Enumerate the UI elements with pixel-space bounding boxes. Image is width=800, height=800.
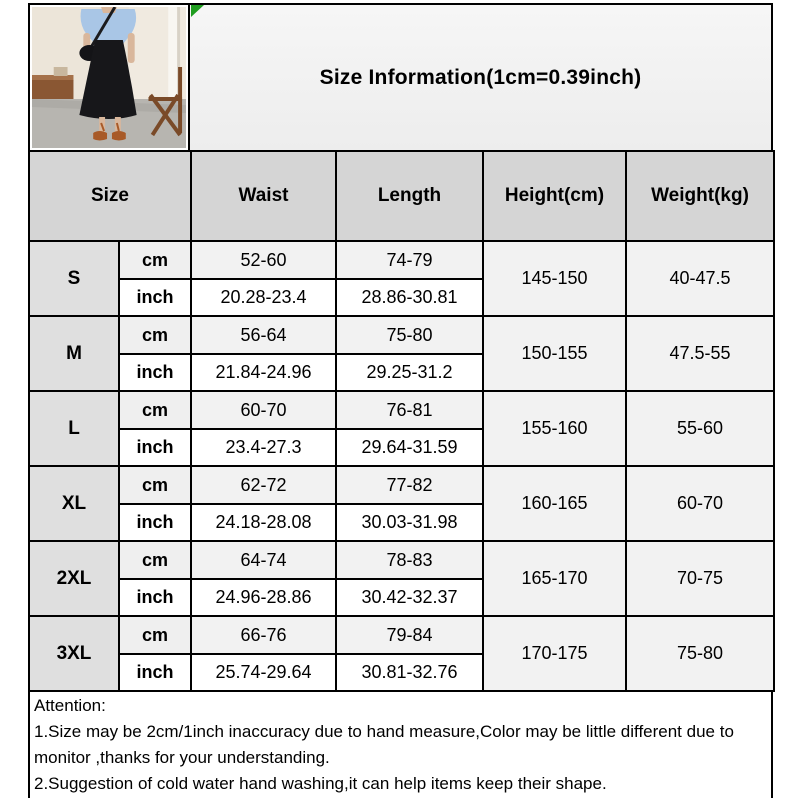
size-label: M: [29, 316, 119, 391]
table-row: [29, 541, 774, 579]
banner-title-cell: [190, 5, 771, 150]
unit-label-cm: cm: [119, 616, 191, 654]
height-value: 145-150: [483, 241, 626, 316]
col-header-weight: Weight(kg): [626, 151, 774, 241]
unit-label-inch: inch: [119, 579, 191, 616]
unit-label-inch: inch: [119, 354, 191, 391]
height-value: 150-155: [483, 316, 626, 391]
height-value: 165-170: [483, 541, 626, 616]
size-label: L: [29, 391, 119, 466]
unit-label-cm: cm: [119, 241, 191, 279]
product-photo: [30, 5, 190, 150]
col-header-size: Size: [29, 151, 191, 241]
waist-cm-value: 60-70: [191, 391, 336, 429]
product-photo-illustration: [32, 7, 186, 148]
corner-flag-icon: [191, 5, 204, 17]
length-inch-value: 29.25-31.2: [336, 354, 483, 391]
col-header-waist: Waist: [191, 151, 336, 241]
unit-label-inch: inch: [119, 654, 191, 691]
size-label: 3XL: [29, 616, 119, 691]
length-inch-value: 30.03-31.98: [336, 504, 483, 541]
unit-label-cm: cm: [119, 316, 191, 354]
length-cm-value: 74-79: [336, 241, 483, 279]
unit-label-cm: cm: [119, 466, 191, 504]
table-row: [29, 616, 774, 654]
unit-label-cm: cm: [119, 391, 191, 429]
page-title: Size Information(1cm=0.39inch): [319, 65, 642, 89]
unit-label-inch: inch: [119, 429, 191, 466]
length-inch-value: 30.42-32.37: [336, 579, 483, 616]
waist-cm-value: 56-64: [191, 316, 336, 354]
waist-cm-value: 52-60: [191, 241, 336, 279]
size-chart-sheet: [28, 3, 773, 798]
size-label: 2XL: [29, 541, 119, 616]
waist-inch-value: 25.74-29.64: [191, 654, 336, 691]
unit-label-inch: inch: [119, 504, 191, 541]
weight-value: 60-70: [626, 466, 774, 541]
weight-value: 40-47.5: [626, 241, 774, 316]
length-inch-value: 28.86-30.81: [336, 279, 483, 316]
table-header-row: [29, 151, 774, 241]
height-value: 170-175: [483, 616, 626, 691]
top-banner: [28, 3, 773, 150]
waist-inch-value: 24.18-28.08: [191, 504, 336, 541]
size-label: XL: [29, 466, 119, 541]
waist-cm-value: 62-72: [191, 466, 336, 504]
length-cm-value: 79-84: [336, 616, 483, 654]
attention-heading: Attention:: [34, 696, 106, 715]
length-cm-value: 75-80: [336, 316, 483, 354]
height-value: 155-160: [483, 391, 626, 466]
unit-label-inch: inch: [119, 279, 191, 316]
attention-section: [28, 692, 773, 798]
weight-value: 70-75: [626, 541, 774, 616]
size-table: [28, 150, 775, 692]
waist-cm-value: 64-74: [191, 541, 336, 579]
table-row: [29, 391, 774, 429]
length-cm-value: 76-81: [336, 391, 483, 429]
size-label: S: [29, 241, 119, 316]
col-header-height: Height(cm): [483, 151, 626, 241]
attention-note-1: 1.Size may be 2cm/1inch inaccuracy due to hand measure,Color may be little different due to monitor ,thanks for your understanding.: [34, 722, 734, 767]
waist-cm-value: 66-76: [191, 616, 336, 654]
waist-inch-value: 23.4-27.3: [191, 429, 336, 466]
length-cm-value: 77-82: [336, 466, 483, 504]
table-row: [29, 316, 774, 354]
table-row: [29, 241, 774, 279]
length-inch-value: 30.81-32.76: [336, 654, 483, 691]
length-inch-value: 29.64-31.59: [336, 429, 483, 466]
weight-value: 75-80: [626, 616, 774, 691]
waist-inch-value: 20.28-23.4: [191, 279, 336, 316]
table-row: [29, 466, 774, 504]
weight-value: 55-60: [626, 391, 774, 466]
col-header-length: Length: [336, 151, 483, 241]
length-cm-value: 78-83: [336, 541, 483, 579]
weight-value: 47.5-55: [626, 316, 774, 391]
unit-label-cm: cm: [119, 541, 191, 579]
attention-note-2: 2.Suggestion of cold water hand washing,it can help items keep their shape.: [34, 774, 607, 793]
height-value: 160-165: [483, 466, 626, 541]
waist-inch-value: 21.84-24.96: [191, 354, 336, 391]
waist-inch-value: 24.96-28.86: [191, 579, 336, 616]
